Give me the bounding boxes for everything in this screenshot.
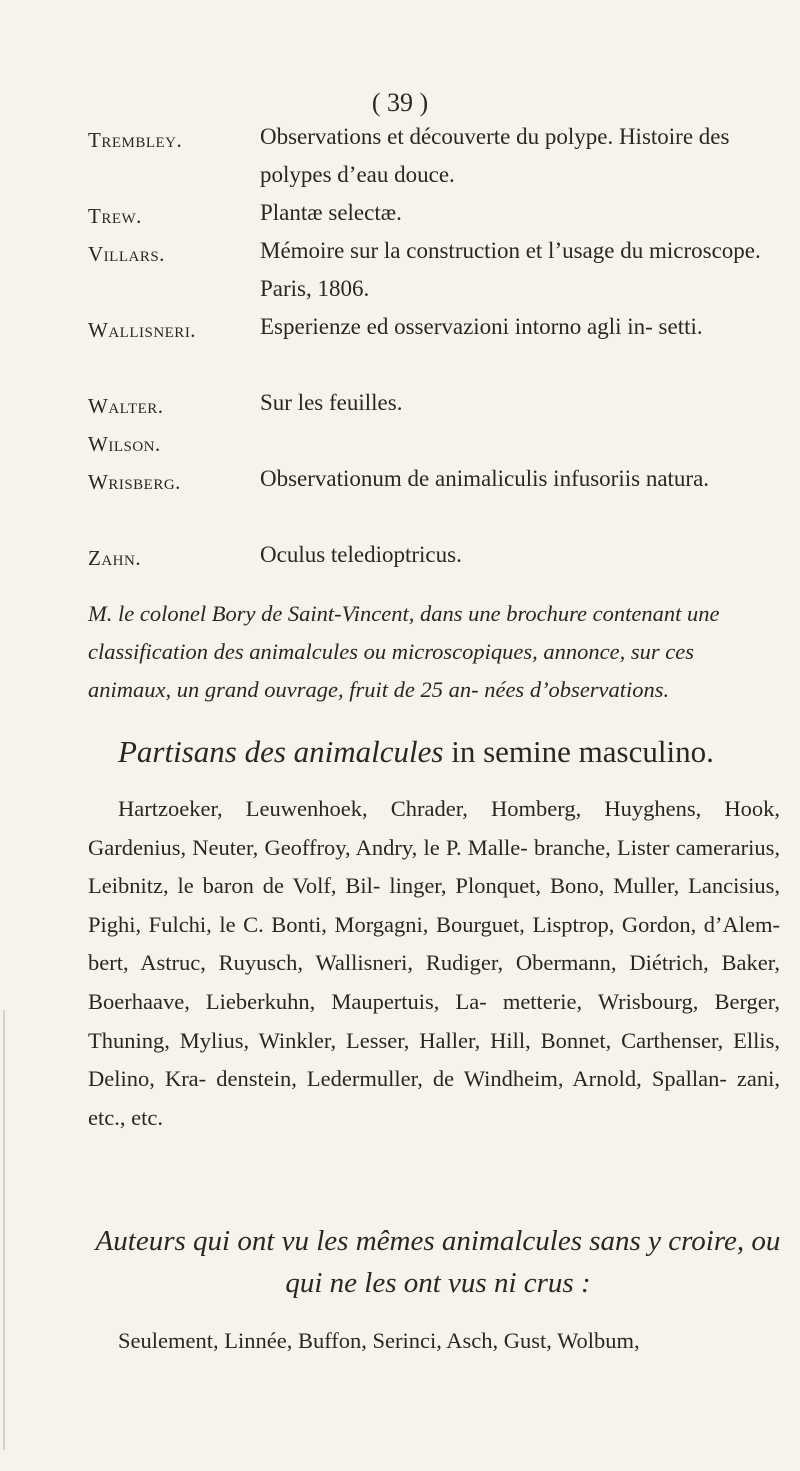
- entry-author: Trembley.: [88, 128, 183, 152]
- authors-list: Seulement, Linnée, Buffon, Serinci, Asch, Gust, Wolbum,: [118, 1328, 640, 1353]
- entry-author: Zahn.: [88, 546, 142, 570]
- heading-roman-part: in semine masculino.: [443, 734, 714, 769]
- entry-work: Plantæ selectæ.: [260, 200, 402, 225]
- page-edge-shadow: [3, 1010, 5, 1450]
- section-heading-partisans: [118, 732, 778, 772]
- entry-author: Villars.: [88, 242, 165, 266]
- entry-work: Observationum de animaliculis infusoriis natura.: [260, 466, 710, 491]
- heading-italic-part: Partisans des animalcules: [118, 734, 444, 769]
- entry-work: Oculus teledioptricus.: [260, 542, 462, 567]
- entry-work: Esperienze ed osservazioni intorno agli in- setti.: [260, 314, 703, 339]
- partisans-list: Hartzoeker, Leuwenhoek, Chrader, Homberg, Huyghens, Hook, Gardenius, Neuter, Geoffroy, Andry, le P. Malle- branche, Lister camerarius, Leibnitz, le baron de Volf, Bil- linger, Plonquet, Bono, Muller, Lancisius, Pighi, Fulchi, le C. Bonti, Morgagni, Bourguet, Lisptrop, Gordon, d’Alem- bert, Astruc, Ruyusch, Wallisneri, Rudiger, Obermann, Diétrich, Baker, Boerhaave, Lieberkuhn, Maupertuis, La- metterie, Wrisbourg, Berger, Thuning, Mylius, Winkler, Lesser, Haller, Hill, Bonnet, Carthenser, Ellis, Delino, Kra- denstein, Ledermuller, de Windheim, Arnold, Spallan- zani, etc., etc.: [88, 796, 780, 1130]
- entry-author: Walter.: [88, 394, 164, 418]
- entry-author: Trew.: [88, 204, 142, 228]
- entry-author: Wilson.: [88, 432, 161, 456]
- entry-work: Observations et découverte du polype. Histoire des polypes d’eau douce.: [260, 124, 730, 187]
- entry-work: Mémoire sur la construction et l’usage du microscope. Paris, 1806.: [260, 238, 761, 301]
- entry-author: Wallisneri.: [88, 318, 197, 342]
- entry-work: Sur les feuilles.: [260, 390, 403, 415]
- note-paragraph: M. le colonel Bory de Saint-Vincent, dans une brochure contenant une classification des animalcules ou microscopiques, annonce, sur ces animaux, un grand ouvrage, fruit de 25 an- nées d’observations.: [88, 601, 720, 702]
- page-number: ( 39 ): [371, 88, 429, 117]
- entry-author: Wrisberg.: [88, 470, 181, 494]
- section-heading-authors: Auteurs qui ont vu les mêmes animalcules sans y croire, ou qui ne les ont vus ni crus :: [95, 1225, 781, 1299]
